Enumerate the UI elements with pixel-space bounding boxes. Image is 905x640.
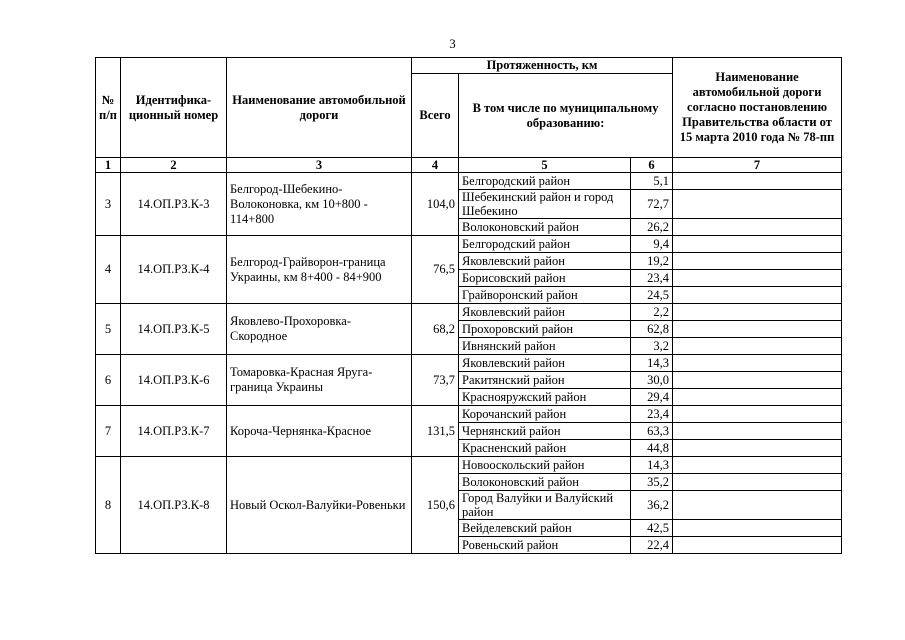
district-name: Белгородский район: [459, 173, 631, 190]
decree-name-cell: [673, 355, 842, 372]
decree-name-cell: [673, 423, 842, 440]
road-id: 14.ОП.РЗ.К-6: [121, 355, 227, 406]
page-number: 3: [449, 36, 456, 51]
district-name: Волоконовский район: [459, 474, 631, 491]
road-number: 3: [96, 173, 121, 236]
table-header: [96, 58, 842, 173]
decree-name-cell: [673, 219, 842, 236]
road-id: 14.ОП.РЗ.К-3: [121, 173, 227, 236]
table-row: [96, 304, 842, 321]
road-total-length: 76,5: [412, 236, 459, 304]
district-length: 14,3: [631, 457, 673, 474]
district-name: Город Валуйки и Валуйский район: [459, 491, 631, 520]
district-name: Краснояружский район: [459, 389, 631, 406]
district-name: Ивнянский район: [459, 338, 631, 355]
district-name: Борисовский район: [459, 270, 631, 287]
district-length: 26,2: [631, 219, 673, 236]
road-id: 14.ОП.РЗ.К-7: [121, 406, 227, 457]
road-number: 8: [96, 457, 121, 554]
header-total: Всего: [412, 74, 459, 158]
decree-name-cell: [673, 491, 842, 520]
district-name: Новооскольский район: [459, 457, 631, 474]
decree-name-cell: [673, 474, 842, 491]
road-name: Новый Оскол-Валуйки-Ровеньки: [227, 457, 412, 554]
header-name: Наименование автомобильной дороги: [227, 58, 412, 158]
district-length: 63,3: [631, 423, 673, 440]
district-length: 2,2: [631, 304, 673, 321]
column-number: 1: [96, 158, 121, 173]
decree-name-cell: [673, 537, 842, 554]
road-id: 14.ОП.РЗ.К-4: [121, 236, 227, 304]
column-number: 7: [673, 158, 842, 173]
road-id: 14.ОП.РЗ.К-5: [121, 304, 227, 355]
decree-name-cell: [673, 338, 842, 355]
district-name: Грайворонский район: [459, 287, 631, 304]
district-length: 5,1: [631, 173, 673, 190]
table-row: [96, 236, 842, 253]
decree-name-cell: [673, 173, 842, 190]
district-length: 23,4: [631, 406, 673, 423]
district-length: 22,4: [631, 537, 673, 554]
road-number: 4: [96, 236, 121, 304]
district-length: 36,2: [631, 491, 673, 520]
decree-name-cell: [673, 440, 842, 457]
district-length: 35,2: [631, 474, 673, 491]
road-total-length: 104,0: [412, 173, 459, 236]
road-name: Томаровка-Красная Яруга-граница Украины: [227, 355, 412, 406]
decree-name-cell: [673, 406, 842, 423]
district-length: 44,8: [631, 440, 673, 457]
road-name: Короча-Чернянка-Красное: [227, 406, 412, 457]
district-name: Шебекинский район и город Шебекино: [459, 190, 631, 219]
table-row: [96, 173, 842, 190]
road-name: Белгород-Грайворон-граница Украины, км 8+400 - 84+900: [227, 236, 412, 304]
district-name: Чернянский район: [459, 423, 631, 440]
district-length: 19,2: [631, 253, 673, 270]
district-length: 30,0: [631, 372, 673, 389]
column-number: 2: [121, 158, 227, 173]
district-name: Яковлевский район: [459, 355, 631, 372]
road-number: 5: [96, 304, 121, 355]
district-name: Ракитянский район: [459, 372, 631, 389]
roads-table: [95, 57, 842, 554]
column-number: 6: [631, 158, 673, 173]
road-number: 6: [96, 355, 121, 406]
header-length-group: Протяженность, км: [412, 58, 673, 74]
decree-name-cell: [673, 372, 842, 389]
district-name: Волоконовский район: [459, 219, 631, 236]
district-length: 3,2: [631, 338, 673, 355]
decree-name-cell: [673, 270, 842, 287]
district-length: 29,4: [631, 389, 673, 406]
district-length: 24,5: [631, 287, 673, 304]
district-length: 72,7: [631, 190, 673, 219]
header-decree: Наименование автомобильной дороги согласно постановлению Правительства области от 15 марта 2010 года № 78-пп: [673, 58, 842, 158]
district-name: Белгородский район: [459, 236, 631, 253]
district-name: Красненский район: [459, 440, 631, 457]
header-including: В том числе по муниципальному образованию:: [459, 74, 673, 158]
road-number: 7: [96, 406, 121, 457]
road-id: 14.ОП.РЗ.К-8: [121, 457, 227, 554]
decree-name-cell: [673, 321, 842, 338]
table-row: [96, 355, 842, 372]
decree-name-cell: [673, 304, 842, 321]
table-body: [96, 173, 842, 554]
decree-name-cell: [673, 389, 842, 406]
road-total-length: 73,7: [412, 355, 459, 406]
district-length: 62,8: [631, 321, 673, 338]
column-number: 3: [227, 158, 412, 173]
decree-name-cell: [673, 287, 842, 304]
district-name: Яковлевский район: [459, 253, 631, 270]
decree-name-cell: [673, 520, 842, 537]
district-name: Яковлевский район: [459, 304, 631, 321]
decree-name-cell: [673, 190, 842, 219]
district-length: 14,3: [631, 355, 673, 372]
road-total-length: 150,6: [412, 457, 459, 554]
district-name: Прохоровский район: [459, 321, 631, 338]
district-length: 42,5: [631, 520, 673, 537]
district-name: Вейделевский район: [459, 520, 631, 537]
table-row: [96, 406, 842, 423]
road-total-length: 68,2: [412, 304, 459, 355]
column-numbers-row: [96, 158, 842, 173]
decree-name-cell: [673, 457, 842, 474]
district-name: Ровеньский район: [459, 537, 631, 554]
column-number: 4: [412, 158, 459, 173]
header-id: Идентифика-ционный номер: [121, 58, 227, 158]
decree-name-cell: [673, 236, 842, 253]
district-name: Корочанский район: [459, 406, 631, 423]
road-name: Яковлево-Прохоровка-Скородное: [227, 304, 412, 355]
decree-name-cell: [673, 253, 842, 270]
table-row: [96, 457, 842, 474]
district-length: 23,4: [631, 270, 673, 287]
header-num: № п/п: [96, 58, 121, 158]
road-total-length: 131,5: [412, 406, 459, 457]
district-length: 9,4: [631, 236, 673, 253]
road-name: Белгород-Шебекино-Волоконовка, км 10+800 - 114+800: [227, 173, 412, 236]
column-number: 5: [459, 158, 631, 173]
